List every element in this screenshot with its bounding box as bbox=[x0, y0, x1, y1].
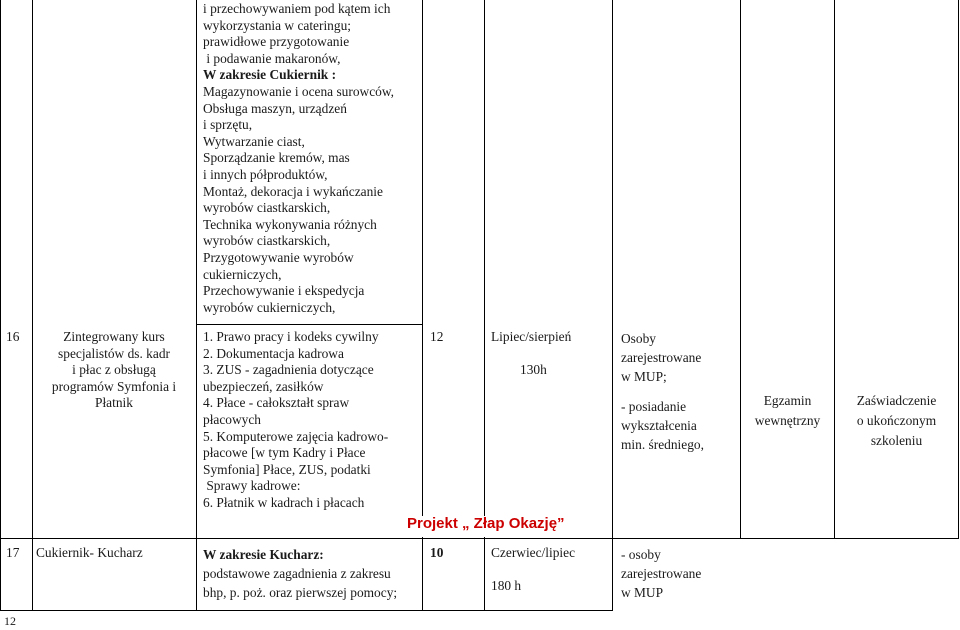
column-divider bbox=[612, 0, 613, 611]
project-banner: Projekt „ Złap Okazję” bbox=[407, 515, 565, 532]
target-line: min. średniego, bbox=[621, 437, 704, 452]
target-line bbox=[621, 386, 704, 397]
program-line: Sprawy kadrowe: bbox=[203, 478, 301, 494]
column-divider bbox=[740, 0, 741, 539]
program-line: płacowe [w tym Kadry i Płace bbox=[203, 445, 366, 461]
row-divider bbox=[0, 538, 959, 539]
row-16-participants: 12 bbox=[430, 329, 444, 344]
program-line: i sprzętu, bbox=[203, 117, 253, 133]
row-16-program bbox=[203, 329, 388, 512]
column-divider bbox=[484, 537, 485, 611]
row-17-hours: 180 h bbox=[491, 578, 522, 593]
program-line: 2. Dokumentacja kadrowa bbox=[203, 345, 344, 361]
course-name-line: Zintegrowany kurs bbox=[63, 329, 165, 344]
program-line: podstawowe zagadnienia z zakresu bbox=[203, 566, 391, 581]
row-17-course-name: Cukiernik- Kucharz bbox=[36, 545, 143, 560]
target-line: - posiadanie bbox=[621, 399, 687, 414]
course-name-line: specjalistów ds. kadr bbox=[58, 345, 170, 361]
target-line: - osoby bbox=[621, 547, 661, 562]
program-line: Technika wykonywania różnych bbox=[203, 216, 377, 232]
program-section-heading: W zakresie Kucharz: bbox=[203, 547, 324, 562]
row-17-number: 17 bbox=[6, 545, 20, 560]
program-line: Symfonia] Płace, ZUS, podatki bbox=[203, 461, 371, 477]
row-17-term: Czerwiec/lipiec bbox=[491, 545, 576, 560]
target-line: zarejestrowane bbox=[621, 350, 702, 365]
table-border-right bbox=[958, 0, 959, 539]
course-name-line: i płac z obsługą bbox=[72, 362, 156, 378]
row-17-program bbox=[203, 545, 397, 602]
program-line: Wytwarzanie ciast, bbox=[203, 133, 305, 149]
table-border-left bbox=[0, 0, 1, 611]
program-line: wyrobów ciastkarskich, bbox=[203, 200, 331, 216]
program-line: Przechowywanie i ekspedycja bbox=[203, 283, 365, 299]
program-line: Obsługa maszyn, urządzeń bbox=[203, 100, 347, 116]
program-line: i podawanie makaronów, bbox=[203, 50, 341, 66]
program-line: wyrobów cukierniczych, bbox=[203, 299, 336, 315]
certificate-line: szkoleniu bbox=[870, 433, 923, 448]
target-line: Osoby bbox=[621, 331, 656, 346]
row-16-course-name bbox=[34, 329, 194, 412]
row-17-target-group bbox=[621, 545, 701, 602]
program-line: cukierniczych, bbox=[203, 266, 282, 282]
page-number: 12 bbox=[4, 614, 16, 628]
program-line: Montaż, dekoracja i wykańczanie bbox=[203, 183, 383, 199]
row-16-term: Lipiec/sierpień bbox=[491, 329, 572, 344]
column-divider bbox=[422, 537, 423, 611]
program-line: 5. Komputerowe zajęcia kadrowo- bbox=[203, 428, 389, 444]
certificate-line: Zaświadczenie bbox=[856, 393, 937, 408]
program-line: 1. Prawo pracy i kodeks cywilny bbox=[203, 329, 379, 344]
target-line: zarejestrowane bbox=[621, 566, 702, 581]
program-line: Magazynowanie i ocena surowców, bbox=[203, 83, 394, 99]
program-line: ubezpieczeń, zasiłków bbox=[203, 378, 324, 394]
program-line: 6. Płatnik w kadrach i płacach bbox=[203, 494, 365, 510]
program-line: wyrobów ciastkarskich, bbox=[203, 233, 331, 249]
program-line: bhp, p. poż. oraz pierwszej pomocy; bbox=[203, 585, 398, 600]
program-line: 4. Płace - całokształt spraw bbox=[203, 395, 350, 411]
course-name-line: Płatnik bbox=[95, 395, 133, 411]
certificate-line: o ukończonym bbox=[856, 413, 937, 428]
exam-line: Egzamin bbox=[763, 393, 812, 408]
program-line: i przechowywaniem pod kątem ich bbox=[203, 1, 391, 16]
row-16-exam bbox=[741, 391, 834, 431]
row-17-participants: 10 bbox=[430, 545, 444, 560]
target-line: w MUP bbox=[621, 585, 664, 600]
target-line: w MUP; bbox=[621, 369, 667, 384]
course-program-continuation bbox=[203, 1, 394, 316]
row-16-target-group bbox=[621, 329, 704, 454]
table-border-bottom bbox=[0, 610, 613, 611]
program-line: wykorzystania w cateringu; bbox=[203, 17, 351, 33]
program-line: prawidłowe przygotowanie bbox=[203, 34, 350, 50]
program-line: płacowych bbox=[203, 411, 262, 427]
target-line: wykształcenia bbox=[621, 418, 697, 433]
column-divider bbox=[196, 0, 197, 611]
program-line: Przygotowywanie wyrobów bbox=[203, 249, 354, 265]
course-name-line: programów Symfonia i bbox=[51, 378, 177, 394]
row-divider bbox=[196, 324, 422, 325]
column-divider bbox=[484, 0, 485, 516]
row-16-number: 16 bbox=[6, 329, 20, 344]
column-divider bbox=[32, 0, 33, 611]
program-line: 3. ZUS - zagadnienia dotyczące bbox=[203, 362, 374, 378]
exam-line: wewnętrzny bbox=[754, 413, 821, 428]
row-16-hours: 130h bbox=[520, 362, 547, 377]
column-divider bbox=[422, 0, 423, 516]
program-section-heading: W zakresie Cukiernik : bbox=[203, 67, 337, 83]
column-divider bbox=[834, 0, 835, 539]
row-16-certificate bbox=[835, 391, 958, 451]
program-line: i innych półproduktów, bbox=[203, 166, 328, 182]
program-line: Sporządzanie kremów, mas bbox=[203, 150, 350, 166]
